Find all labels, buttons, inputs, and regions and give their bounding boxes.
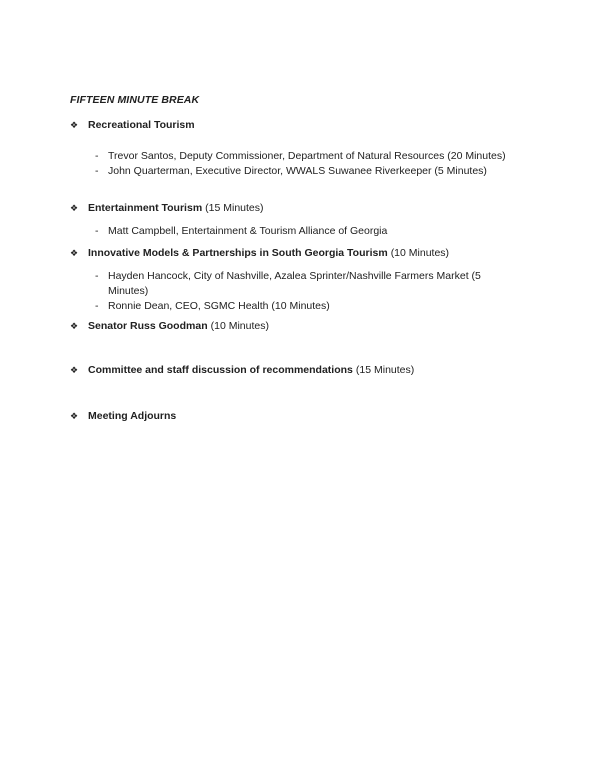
speaker-text: Matt Campbell, Entertainment & Tourism Alliance of Georgia (108, 225, 388, 237)
agenda-item-title (88, 409, 522, 424)
dash-bullet-icon: - (95, 165, 99, 177)
dash-bullet-icon: - (95, 270, 99, 282)
speaker-text: Ronnie Dean, CEO, SGMC Health (10 Minutes) (108, 300, 330, 312)
agenda-item (70, 409, 522, 424)
speaker-item (95, 299, 522, 314)
agenda-item (70, 319, 522, 334)
diamond-bullet-icon: ❖ (70, 321, 79, 331)
dash-bullet-icon: - (95, 150, 99, 162)
break-heading: FIFTEEN MINUTE BREAK (70, 94, 200, 106)
agenda-item-duration: (15 Minutes) (205, 202, 264, 214)
speaker-item (95, 149, 522, 164)
agenda-item-title-text: Entertainment Tourism (88, 202, 203, 214)
agenda-item-duration: (10 Minutes) (210, 320, 269, 332)
diamond-bullet-icon: ❖ (70, 365, 79, 375)
agenda-item-title (88, 201, 522, 216)
agenda-item-title-text: Senator Russ Goodman (88, 320, 208, 332)
speaker-item (95, 269, 522, 299)
agenda-item-duration: (15 Minutes) (355, 364, 415, 376)
agenda-item-title (88, 363, 522, 378)
agenda-item-title-text: Committee and staff discussion of recommendations (88, 364, 353, 376)
agenda-item-title (88, 319, 522, 334)
diamond-bullet-icon: ❖ (70, 203, 79, 213)
speaker-list (70, 269, 522, 314)
agenda-item-title (88, 118, 522, 133)
diamond-bullet-icon: ❖ (70, 411, 79, 421)
agenda-item-title-text: Recreational Tourism (88, 119, 195, 131)
speaker-item (95, 164, 522, 179)
agenda-item (70, 201, 522, 216)
speaker-text: Trevor Santos, Deputy Commissioner, Department of Natural Resources (20 Minutes) (108, 150, 506, 162)
diamond-bullet-icon: ❖ (70, 120, 79, 130)
agenda-item-title (88, 246, 522, 261)
speaker-list (70, 149, 522, 179)
agenda-item-title-text: Innovative Models & Partnerships in South Georgia Tourism (88, 247, 388, 259)
agenda-item (70, 363, 522, 378)
speaker-list (70, 224, 522, 239)
agenda-item (70, 118, 522, 133)
agenda-item-duration: (10 Minutes) (390, 247, 450, 259)
agenda-item-title-text: Meeting Adjourns (88, 410, 177, 422)
speaker-text: John Quarterman, Executive Director, WWALS Suwanee Riverkeeper (5 Minutes) (108, 165, 487, 177)
speaker-text: Hayden Hancock, City of Nashville, Azalea Sprinter/Nashville Farmers Market (5 Minutes) (108, 270, 481, 297)
dash-bullet-icon: - (95, 225, 99, 237)
agenda-item (70, 246, 522, 261)
speaker-item (95, 224, 522, 239)
diamond-bullet-icon: ❖ (70, 248, 79, 258)
dash-bullet-icon: - (95, 300, 99, 312)
